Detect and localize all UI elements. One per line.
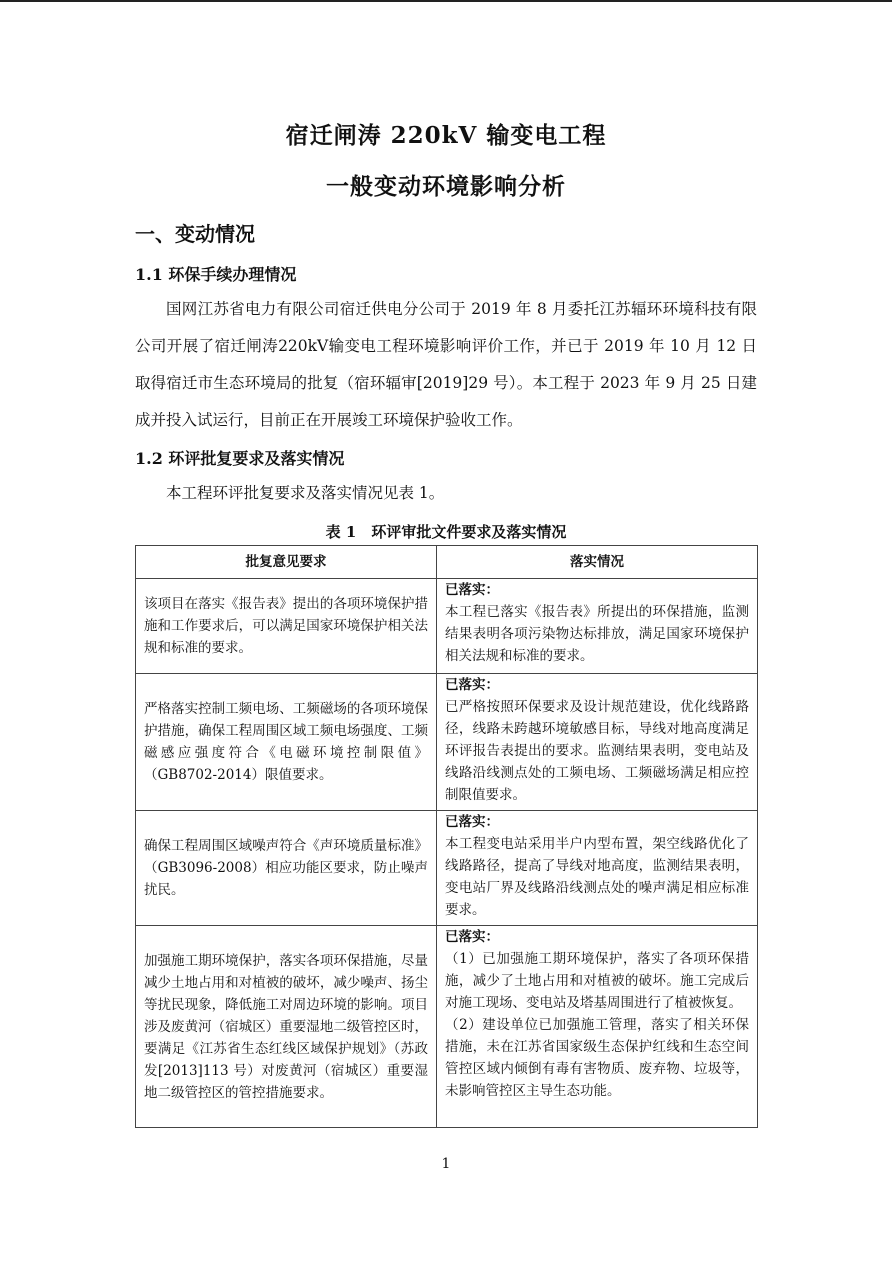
implementation-cell [437,926,758,1128]
table-row [136,926,758,1128]
table-row [136,579,758,674]
implementation-cell [437,811,758,926]
implementation-status: 已落实： [445,814,499,830]
implementation-detail: 已严格按照环保要求及设计规范建设，优化线路路径，线路未跨越环境敏感目标，导线对地高度满足环评报告表提出的要求。监测结果表明，变电站及线路沿线测点处的工频电场、工频磁场满足相应控制限值要求。 [445,699,749,803]
requirement-cell: 确保工程周围区域噪声符合《声环境质量标准》（GB3096-2008）相应功能区要求，防止噪声扰民。 [136,811,437,926]
implementation-status: 已落实： [445,582,499,598]
implementation-cell [437,579,758,674]
implementation-detail: （2）建设单位已加强施工管理，落实了相关环保措施，未在江苏省国家级生态保护红线和生态空间管控区域内倾倒有毒有害物质、废弃物、垃圾等，未影响管控区主导生态功能。 [445,1017,749,1099]
implementation-detail: 本工程变电站采用半户内型布置，架空线路优化了线路路径，提高了导线对地高度，监测结果表明，变电站厂界及线路沿线测点处的噪声满足相应标准要求。 [445,836,749,918]
document-title-line1: 宿迁闸涛 220kV 输变电工程 [285,122,607,149]
document-title-line2: 一般变动环境影响分析 [326,173,566,200]
requirement-cell: 该项目在落实《报告表》提出的各项环境保护措施和工作要求后，可以满足国家环境保护相关法规和标准的要求。 [136,579,437,674]
implementation-cell [437,674,758,811]
table-row [136,811,758,926]
paragraph-1-2: 本工程环评批复要求及落实情况见表 1。 [166,484,445,502]
requirement-cell: 加强施工期环境保护，落实各项环保措施，尽量减少土地占用和对植被的破坏，减少噪声、扬尘等扰民现象，降低施工对周边环境的影响。项目涉及废黄河（宿城区）重要湿地二级管控区时，要满足《江苏省生态红线区域保护规划》（苏政发[2013]113 号）对废黄河（宿城区）重要湿地二级管控区的管控措施要求。 [136,926,437,1128]
requirements-table [135,545,758,1128]
section-heading-changes: 一、变动情况 [135,222,255,246]
table-caption: 表 1 环评审批文件要求及落实情况 [325,523,567,541]
paragraph-1-1: 国网江苏省电力有限公司宿迁供电分公司于 2019 年 8 月委托江苏辐环环境科技有限公司开展了宿迁闸涛220kV输变电工程环境影响评价工作，并已于 2019 年 10 月 12 日取得宿迁市生态环境局的批复（宿环辐审[2019]29 号）。本工程于 2023 年 9 月 25 日建成并投入试运行，目前正在开展竣工环境保护验收工作。 [135,300,757,429]
table-row [136,674,758,811]
subsection-heading-1-1: 1.1 环保手续办理情况 [135,265,297,284]
implementation-status: 已落实： [445,677,499,693]
table-header-row [136,546,758,579]
implementation-detail: 本工程已落实《报告表》所提出的环保措施，监测结果表明各项污染物达标排放，满足国家环境保护相关法规和标准的要求。 [445,604,749,664]
implementation-status: 已落实： [445,929,499,945]
subsection-heading-1-2: 1.2 环评批复要求及落实情况 [135,449,345,468]
requirement-cell: 严格落实控制工频电场、工频磁场的各项环境保护措施，确保工程周围区域工频电场强度、工频磁感应强度符合《电磁环境控制限值》（GB8702-2014）限值要求。 [136,674,437,811]
header-requirement: 批复意见要求 [136,546,437,579]
implementation-detail: （1）已加强施工期环境保护，落实了各项环保措施，减少了土地占用和对植被的破坏。施工完成后对施工现场、变电站及塔基周围进行了植被恢复。 [445,951,749,1011]
page-number: 1 [441,1156,451,1172]
header-implementation: 落实情况 [437,546,758,579]
